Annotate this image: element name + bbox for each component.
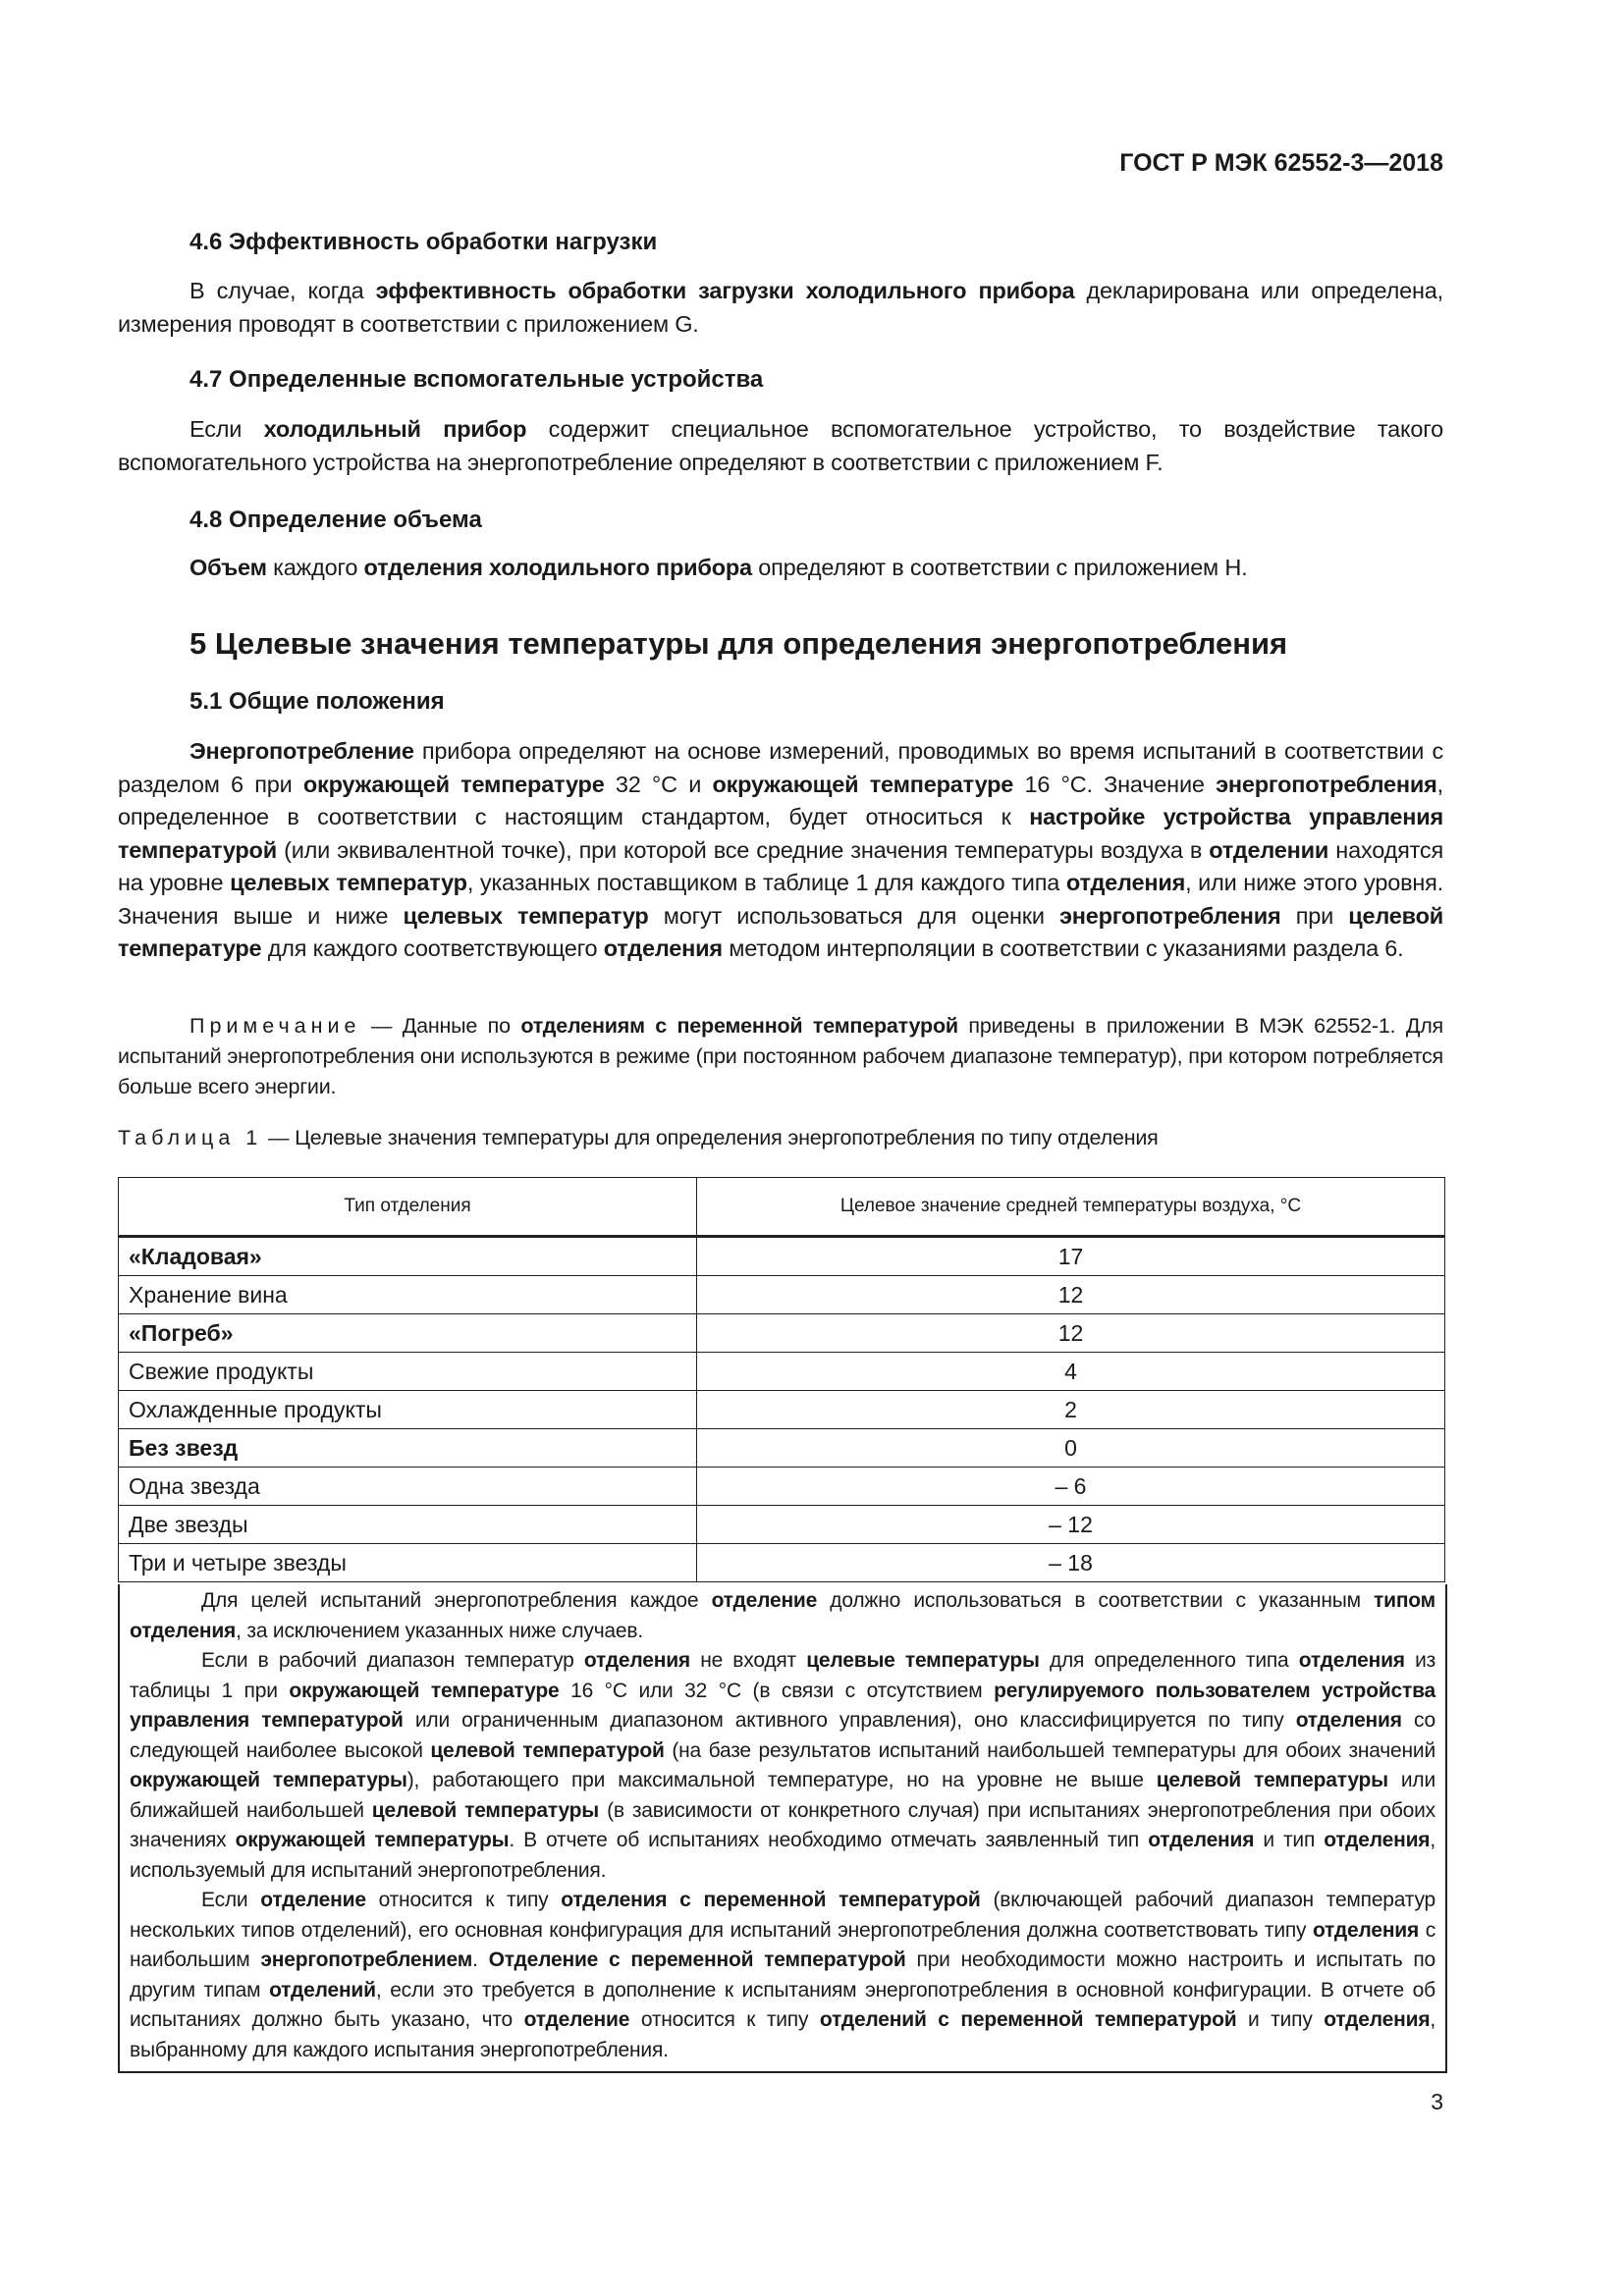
target-temperature: 17: [697, 1237, 1445, 1276]
column-header-type: Тип отделения: [119, 1178, 697, 1237]
target-temperature: 4: [697, 1353, 1445, 1391]
compartment-type: Три и четыре звезды: [119, 1544, 697, 1582]
bold-term: отделения с переменной температурой: [561, 1889, 981, 1911]
bold-term: отделения холодильного прибора: [363, 555, 752, 580]
table-row: [119, 1468, 1445, 1506]
section-4-7-heading: 4.7 Определенные вспомогательные устройства: [189, 366, 764, 393]
bold-term: целевых температур: [230, 870, 467, 895]
table-row: [119, 1353, 1445, 1391]
text-run: или ближайшей наибольшей: [130, 1769, 1436, 1822]
text-run: должно использоваться в соответствии с указанным: [817, 1589, 1375, 1612]
compartment-type: Одна звезда: [119, 1468, 697, 1506]
text-run: 16 °С. Значение: [1013, 771, 1217, 797]
text-run: прибора определяют на основе измерений, проводимых во время испытаний в соответствии с разделом 6 при: [118, 738, 1443, 797]
text-run: . В отчете об испытаниях необходимо отмечать заявленный тип: [509, 1829, 1149, 1851]
bold-term: целевой температуры: [1156, 1769, 1388, 1791]
table-row: [119, 1506, 1445, 1544]
text-run: могут использоваться для оценки: [648, 902, 1059, 929]
bold-term: отделения: [1312, 1918, 1420, 1942]
text-run: определяют в соответствии с приложением H.: [751, 555, 1248, 580]
table-row: [119, 1314, 1445, 1353]
text-run: .: [472, 1949, 489, 1971]
bold-term: отделении: [1209, 836, 1329, 863]
target-temperature: 12: [697, 1314, 1445, 1353]
table-note-2: [130, 1646, 1435, 1886]
bold-term: окружающей температуры: [235, 1829, 510, 1851]
section-4-8-paragraph: [118, 552, 1443, 585]
text-run: , за исключением указанных ниже случаев.: [236, 1619, 643, 1642]
table-row: [119, 1429, 1445, 1468]
table-caption: [118, 1123, 1443, 1153]
text-run: каждого: [266, 555, 364, 580]
text-run: с наибольшим: [130, 1918, 1435, 1971]
bold-term: отделениям с переменной температурой: [520, 1014, 958, 1038]
text-run: (в зависимости от конкретного случая) при испытаниях энергопотребления при обоих значениях: [130, 1798, 1435, 1851]
text-run: для каждого соответствующего: [261, 935, 604, 961]
document-header: ГОСТ Р МЭК 62552-3—2018: [1119, 149, 1443, 177]
bold-term: отделения: [583, 1649, 690, 1672]
bold-term: целевой температуре: [118, 902, 1443, 961]
text-run: , используемый для испытаний энергопотребления.: [130, 1829, 1435, 1882]
text-run: и тип: [1254, 1829, 1325, 1851]
target-temperature: 2: [697, 1391, 1445, 1429]
compartment-type: Охлажденные продукты: [119, 1391, 697, 1429]
bold-term: регулируемого пользователем устройства управления температурой: [130, 1679, 1436, 1732]
text-run: не входят: [690, 1649, 807, 1672]
bold-term: окружающей температуры: [130, 1769, 407, 1791]
bold-term: холодильный прибор: [263, 416, 527, 442]
section-4-6-heading: 4.6 Эффективность обработки нагрузки: [189, 229, 658, 255]
section-5-heading: 5 Целевые значения температуры для определения энергопотребления: [189, 626, 1288, 661]
compartment-type: «Погреб»: [119, 1314, 697, 1353]
text-run: Если: [189, 416, 264, 442]
text-run: относится к типу: [365, 1889, 562, 1911]
text-run: методом интерполяции в соответствии с указаниями раздела 6.: [722, 935, 1404, 961]
bold-term: целевые температуры: [806, 1649, 1040, 1672]
bold-term: целевой температурой: [430, 1738, 665, 1762]
text-run: приведены в приложении В МЭК 62552-1. Для испытаний энергопотребления они используются в режиме (при постоянном рабочем диапазоне температур), при котором потребляется больше всего энергии.: [118, 1014, 1443, 1098]
text-run: Таблица 1: [118, 1126, 263, 1149]
text-run: Для целей испытаний энергопотребления каждое: [201, 1589, 712, 1612]
text-run: содержит специальное вспомогательное устройство, то воздействие такого вспомогательного устройства на энергопотребление определяют в соответствии с приложением F.: [118, 416, 1443, 475]
bold-term: окружающей температуре: [712, 771, 1014, 797]
table-row: [119, 1544, 1445, 1582]
section-5-1-note: [118, 1011, 1443, 1102]
text-run: или ограниченным диапазоном активного управления), оно классифицируется по типу: [403, 1709, 1296, 1732]
text-run: при: [1280, 902, 1349, 929]
section-4-8-heading: 4.8 Определение объема: [189, 507, 482, 533]
bold-term: энергопотребления: [1058, 902, 1281, 929]
bold-term: отделений: [269, 1978, 376, 2002]
text-run: (включающей рабочий диапазон температур нескольких типов отделений), его основная конфигурация для испытаний энергопотребления должна соответствовать типу: [130, 1889, 1435, 1942]
text-run: Если в рабочий диапазон температур: [201, 1649, 584, 1672]
bold-term: эффективность обработки загрузки холодильного прибора: [375, 278, 1075, 303]
bold-term: отделений с переменной температурой: [819, 2008, 1237, 2031]
text-run: — Данные по: [360, 1014, 521, 1038]
section-4-6-paragraph: [118, 275, 1443, 341]
table-row: [119, 1391, 1445, 1429]
page-number: 3: [1431, 2089, 1443, 2114]
bold-term: энергопотреблением: [260, 1949, 473, 1971]
bold-term: целевой температуры: [371, 1798, 600, 1822]
section-4-7-paragraph: [118, 413, 1443, 479]
text-run: (или эквивалентной точке), при которой все средние значения температуры воздуха в: [276, 836, 1210, 863]
bold-term: окружающей температуре: [302, 771, 605, 797]
target-temperature: – 12: [697, 1506, 1445, 1544]
text-run: , если это требуется в дополнение к испытаниям энергопотребления в основной конфигурации. В отчете об испытаниях должно быть указано, что: [130, 1978, 1435, 2031]
table-note-3: [130, 1886, 1435, 2065]
text-run: Если: [201, 1889, 261, 1911]
compartment-type: Хранение вина: [119, 1276, 697, 1314]
bold-term: Отделение с переменной температурой: [488, 1949, 906, 1971]
section-5-1-paragraph: [118, 735, 1443, 966]
target-temperature: – 18: [697, 1544, 1445, 1582]
bold-term: отделения: [603, 935, 723, 961]
text-run: со следующей наиболее высокой: [130, 1709, 1435, 1762]
bold-term: типом отделения: [130, 1589, 1435, 1642]
bold-term: отделения: [1295, 1709, 1402, 1732]
text-run: 16 °С или 32 °С (в связи с отсутствием: [559, 1679, 995, 1702]
table-note-1: [130, 1586, 1435, 1646]
text-run: ), работающего при максимальной температуре, но на уровне не выше: [406, 1769, 1157, 1791]
bold-term: Энергопотребление: [189, 738, 414, 764]
target-temperature: 12: [697, 1276, 1445, 1314]
text-run: для определенного типа: [1039, 1649, 1299, 1672]
target-temperature: 0: [697, 1429, 1445, 1468]
text-run: относится к типу: [629, 2008, 820, 2031]
text-run: 32 °С и: [604, 771, 713, 797]
compartment-type: Две звезды: [119, 1506, 697, 1544]
text-run: , выбранному для каждого испытания энергопотребления.: [130, 2008, 1436, 2061]
bold-term: энергопотребления: [1216, 771, 1437, 797]
text-run: находятся на уровне: [118, 836, 1443, 895]
compartment-type: «Кладовая»: [119, 1237, 697, 1276]
text-run: , или ниже этого уровня. Значения выше и ниже: [118, 870, 1443, 929]
target-temperature: – 6: [697, 1468, 1445, 1506]
text-run: , указанных поставщиком в таблице 1 для каждого типа: [466, 870, 1066, 895]
target-temperature-table: [118, 1177, 1445, 1582]
compartment-type: Без звезд: [119, 1429, 697, 1468]
table-notes: [118, 1584, 1447, 2073]
bold-term: отделение: [711, 1589, 818, 1612]
bold-term: Объем: [189, 555, 267, 580]
bold-term: отделение: [260, 1889, 366, 1911]
section-5-1-heading: 5.1 Общие положения: [189, 688, 445, 715]
table-row: [119, 1237, 1445, 1276]
table-row: [119, 1276, 1445, 1314]
bold-term: отделения: [1324, 2008, 1431, 2031]
column-header-value: Целевое значение средней температуры воздуха, °С: [697, 1178, 1445, 1237]
bold-term: отделения: [1148, 1829, 1255, 1851]
text-run: (на базе результатов испытаний наибольшей температуры для обоих значений: [664, 1738, 1435, 1762]
text-run: — Целевые значения температуры для определения энергопотребления по типу отделения: [262, 1126, 1159, 1149]
text-run: из таблицы 1 при: [130, 1649, 1436, 1702]
text-run: В случае, когда: [189, 278, 376, 303]
bold-term: отделения: [1065, 870, 1186, 895]
text-run: Примечание: [189, 1014, 361, 1038]
bold-term: отделение: [523, 2008, 630, 2031]
bold-term: окружающей температуре: [289, 1679, 560, 1702]
text-run: при необходимости можно настроить и испытать по другим типам: [130, 1949, 1435, 2002]
bold-term: целевых температур: [403, 902, 649, 929]
compartment-type: Свежие продукты: [119, 1353, 697, 1391]
text-run: декларирована или определена, измерения проводят в соответствии с приложением G.: [118, 278, 1443, 337]
bold-term: отделения: [1298, 1649, 1405, 1672]
text-run: , определенное в соответствии с настоящим стандартом, будет относиться к: [118, 771, 1444, 829]
bold-term: настройке устройства управления температурой: [118, 804, 1444, 863]
text-run: и типу: [1236, 2008, 1325, 2031]
bold-term: отделения: [1324, 1829, 1431, 1851]
